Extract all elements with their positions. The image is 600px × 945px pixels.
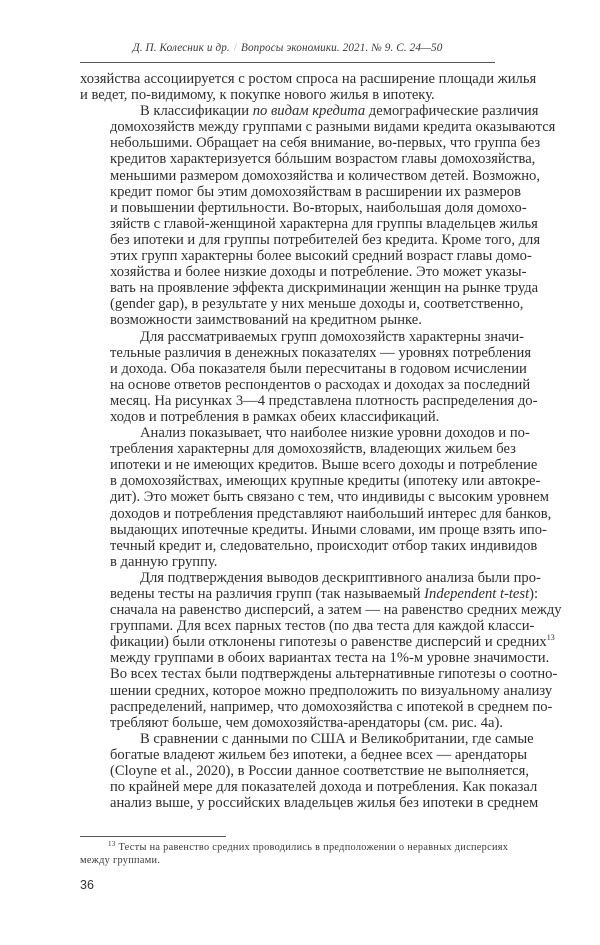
text-line: шении средних, которое можно предположить по визуальному анализу [110, 682, 553, 699]
text-line: (Cloyne et al., 2020), в России данное соответствие не выполняется, [110, 763, 529, 780]
footnote-13 [80, 840, 509, 867]
paragraph [80, 103, 556, 329]
text-line: кредитов характеризуется бóльшим возрастом главы домохозяйства, [110, 151, 536, 168]
text-line: ипотеки и не имеющих кредитов. Выше всего доходы и потребление [110, 457, 538, 474]
running-head-journal: Вопросы экономики. 2021. № 9. С. 24—50 [241, 42, 443, 54]
text-line: группами. Для всех парных тестов (по два теста для каждой класси- [110, 618, 535, 635]
text-run: ведены тесты на различия групп (так называемый [110, 586, 425, 602]
footnote-text-1: Тесты на равенство средних проводились в предположении о неравных дисперсиях [118, 842, 509, 853]
paragraph [80, 328, 538, 426]
header-rule [80, 62, 495, 63]
text-run: ): [529, 586, 539, 602]
page-number: 36 [80, 878, 94, 892]
text-line: Анализ показывает, что наиболее низкие уровни доходов и по- [140, 425, 530, 442]
text-line: ходов и потребления в рамках обеих классификаций. [110, 408, 440, 425]
text-line: богатые владеют жильем без ипотеки, а беднее всех — арендаторы [110, 746, 528, 763]
running-head [80, 42, 495, 54]
text-line: кредит помог бы этим домохозяйствам в расширении их размеров [110, 183, 521, 200]
footnote-ref[interactable]: 13 [546, 633, 555, 643]
text-run: демографические различия [365, 103, 539, 120]
footnote-rule [80, 836, 226, 837]
text-line: вать на проявление эффекта дискриминации женщин на рынке труда [110, 280, 539, 297]
footnote-line-1 [80, 840, 509, 854]
text-line: сначала на равенство дисперсий, а затем — на равенство средних между [110, 602, 562, 619]
text-line: распределений, например, что домохозяйства с ипотекой в среднем по- [110, 698, 553, 715]
text-line: между группами в обоих вариантах теста на 1%-м уровне значимости. [110, 650, 550, 667]
text-line: возможности заимствований на кредитном рынке. [110, 312, 422, 329]
footnote-number: 13 [108, 840, 116, 848]
text-run: В классификации [140, 103, 253, 120]
text-line [80, 586, 539, 602]
text-line: Для рассматриваемых групп домохозяйств характерны значи- [140, 328, 524, 345]
text-line: без ипотеки и для группы потребителей без кредита. Кроме того, для [110, 231, 541, 248]
text-line: выдающих ипотечные кредиты. Иными словами, им проще взять ипо- [110, 521, 547, 538]
text-line [80, 103, 539, 120]
italic-term: Independent t-test [424, 586, 530, 602]
text-line: в домохозяйствах, имеющих крупные кредиты (ипотеку или автокре- [110, 473, 541, 490]
paragraph [80, 71, 537, 104]
text-line [80, 633, 555, 651]
text-line: зяйств с главой-женщиной характерна для группы владельцев жилья [110, 215, 538, 232]
text-line: хозяйства ассоциируется с ростом спроса на расширение площади жилья [80, 71, 537, 87]
text-line: по крайней мере для показателей дохода и потребления. Как показал [110, 779, 538, 796]
text-line: и дохода. Оба показателя были пересчитаны в годовом исчислении [110, 360, 527, 377]
paragraph [80, 425, 552, 570]
text-line: анализ выше, у российских владельцев жилья без ипотеки в среднем [110, 795, 539, 812]
running-head-authors: Д. П. Колесник и др. [132, 42, 230, 54]
italic-term: по видам кредита [252, 103, 366, 120]
text-line: на основе ответов респондентов о расходах и доходах за последний [110, 376, 531, 393]
text-line: течный кредит и, следовательно, происходит отбор таких индивидов [110, 537, 538, 554]
text-line: меньшими размером домохозяйства и количеством детей. Возможно, [110, 167, 540, 184]
text-run: фикации) были отклонены гипотезы о равенстве дисперсий и средних [110, 634, 547, 651]
text-line: этих групп характерны более высокий средний возраст главы домо- [110, 248, 532, 265]
text-line: (gender gap), в результате у них меньше доходы и, соответственно, [110, 296, 524, 313]
footnote-line-2: между группами. [80, 855, 161, 866]
text-line: месяц. На рисунках 3—4 представлена плотность распределения до- [110, 392, 538, 409]
text-line: доходов и потребления представляют наибольший интерес для банков, [110, 505, 552, 522]
text-line: В сравнении с данными по США и Великобритании, где самые [140, 730, 534, 747]
text-line: требляют больше, чем домохозяйства-арендаторы (см. рис. 4а). [110, 714, 503, 731]
text-line: хозяйства и более низкие доходы и потребление. Это может указы- [110, 264, 527, 281]
running-head-separator: / [233, 42, 238, 54]
text-line: дит). Это может быть связано с тем, что индивиды с высоким уровнем [110, 489, 549, 506]
text-line: Для подтверждения выводов дескриптивного анализа были про- [140, 569, 541, 586]
body-text [80, 71, 562, 812]
text-line: в данную группу. [110, 553, 218, 570]
text-line: тельные различия в денежных показателях — уровнях потребления [110, 344, 532, 361]
text-line: небольшими. Обращает на себя внимание, во-первых, что группа без [110, 135, 541, 152]
text-line: домохозяйств между группами с разными видами кредита оказываются [110, 119, 556, 136]
text-line: и ведет, по-видимому, к покупке нового жилья в ипотеку. [80, 87, 435, 104]
paragraph [80, 569, 562, 731]
paragraph [80, 730, 539, 812]
text-line: Во всех тестах были подтверждены альтернативные гипотезы о соотно- [110, 666, 558, 683]
text-line: и повышении фертильности. Во-вторых, наибольшая доля домохо- [110, 199, 527, 216]
text-line: требления характерны для домохозяйств, владеющих жильем без [110, 441, 516, 458]
